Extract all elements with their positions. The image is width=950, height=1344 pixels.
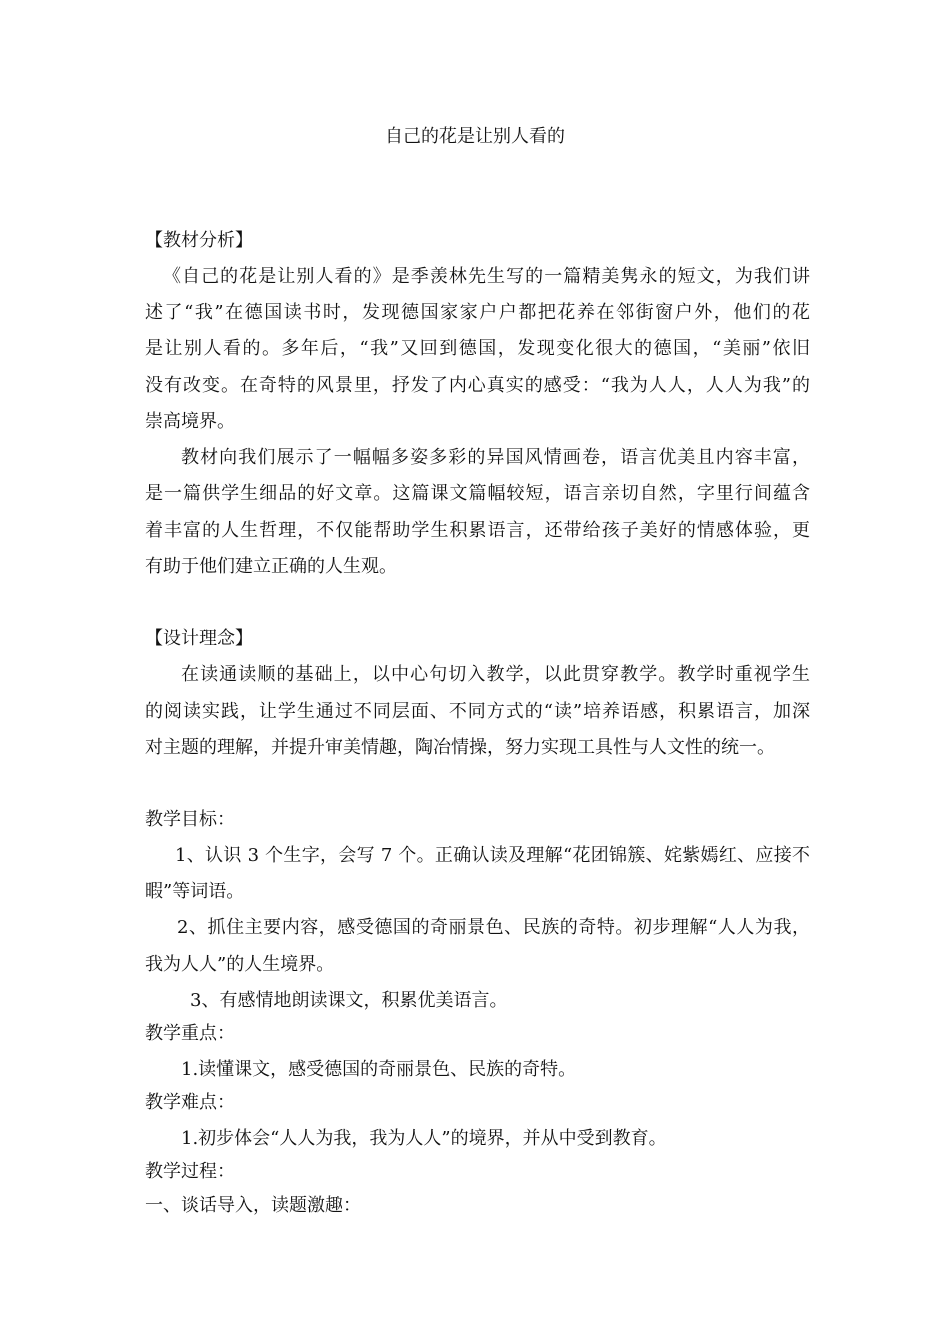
goal-line: 1、认识 3 个生字，会写 7 个。正确认读及理解“花团锦簇、姹紫嫣红、应接不 (175, 845, 810, 866)
goal-line: 3、有感情地朗读课文，积累优美语言。 (190, 990, 508, 1011)
paragraph-line: 在读通读顺的基础上，以中心句切入教学，以此贯穿教学。教学时重视学生 (181, 664, 810, 685)
paragraph-line: 是让别人看的。多年后，“我”又回到德国，发现变化很大的德国，“美丽”依旧 (145, 338, 810, 359)
section-heading-analysis: 【教材分析】 (145, 230, 253, 251)
goal-line: 2、抓住主要内容，感受德国的奇丽景色、民族的奇特。初步理解“人人为我， (177, 917, 810, 938)
key-point-line: 1.读懂课文，感受德国的奇丽景色、民族的奇特。 (181, 1059, 577, 1080)
paragraph-line: 教材向我们展示了一幅幅多姿多彩的异国风情画卷，语言优美且内容丰富， (181, 447, 810, 468)
goal-line: 暇”等词语。 (145, 881, 245, 902)
difficulty-line: 1.初步体会“人人为我，我为人人”的境界，并从中受到教育。 (181, 1128, 667, 1149)
paragraph-line: 对主题的理解，并提升审美情趣，陶冶情操，努力实现工具性与人文性的统一。 (145, 737, 775, 758)
paragraph-line: 崇高境界。 (145, 411, 235, 432)
process-line: 一、谈话导入，读题激趣： (145, 1195, 361, 1216)
page-title: 自己的花是让别人看的 (385, 126, 565, 147)
paragraph-line: 没有改变。在奇特的风景里，抒发了内心真实的感受：“我为人人，人人为我”的 (145, 375, 810, 396)
section-heading-process: 教学过程： (145, 1161, 235, 1182)
section-heading-concept: 【设计理念】 (145, 628, 253, 649)
section-heading-goals: 教学目标： (145, 809, 235, 830)
section-heading-key-points: 教学重点： (145, 1023, 235, 1044)
paragraph-line: 述了“我”在德国读书时，发现德国家家户户都把花养在邻街窗户外，他们的花 (145, 302, 810, 323)
paragraph-line: 着丰富的人生哲理，不仅能帮助学生积累语言，还带给孩子美好的情感体验，更 (145, 520, 810, 541)
paragraph-line: 是一篇供学生细品的好文章。这篇课文篇幅较短，语言亲切自然，字里行间蕴含 (145, 483, 810, 504)
paragraph-line: 的阅读实践，让学生通过不同层面、不同方式的“读”培养语感，积累语言，加深 (145, 701, 810, 722)
goal-line: 我为人人”的人生境界。 (145, 954, 335, 975)
section-heading-difficulties: 教学难点： (145, 1092, 235, 1113)
paragraph-line: 有助于他们建立正确的人生观。 (145, 556, 397, 577)
paragraph-line: 《自己的花是让别人看的》是季羡林先生写的一篇精美隽永的短文，为我们讲 (163, 266, 810, 287)
